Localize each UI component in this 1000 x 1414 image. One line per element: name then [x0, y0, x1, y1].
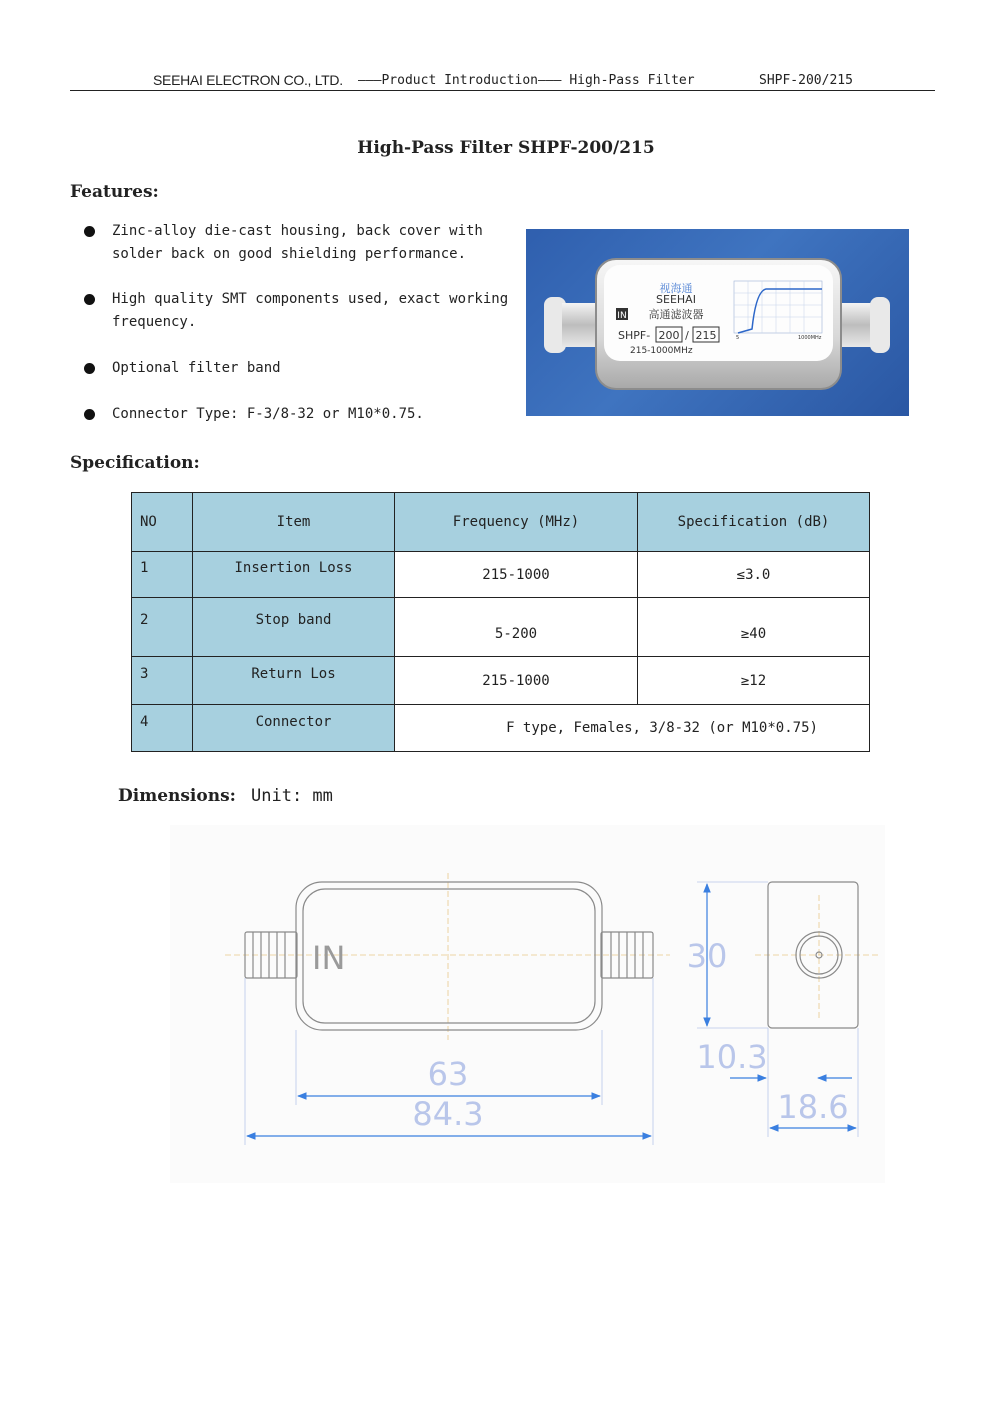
photo-model-a: 200: [658, 329, 680, 342]
cell-no: 2: [132, 598, 193, 657]
features-list: [82, 220, 512, 426]
feature-item: Zinc-alloy die-cast housing, back cover with solder back on good shielding performance.: [82, 220, 512, 266]
cell-item: Connector: [193, 705, 395, 752]
cell-item: Stop band: [193, 598, 395, 657]
cell-item: Insertion Loss: [193, 552, 395, 598]
feature-item: Connector Type: F-3/8-32 or M10*0.75.: [82, 403, 512, 426]
cell-frequency: 215-1000: [395, 552, 638, 598]
dimensions-heading: Dimensions:: [118, 786, 236, 806]
connector-thread-left: [562, 303, 600, 347]
photo-brand: SEEHAI: [656, 293, 696, 306]
col-header-frequency: Frequency (MHz): [395, 493, 638, 552]
table-row: [132, 657, 870, 705]
dimension-drawing-svg: [170, 825, 885, 1183]
photo-model-prefix: SHPF-: [618, 329, 651, 342]
feature-item: High quality SMT components used, exact working frequency.: [82, 288, 512, 334]
photo-in-label: IN: [617, 311, 627, 321]
cell-specification: ≤3.0: [638, 552, 870, 598]
bullet-icon: [84, 226, 95, 237]
col-header-specification: Specification (dB): [638, 493, 870, 552]
photo-model-sep: /: [685, 329, 689, 342]
dim-text-offset: 10.3: [696, 1038, 768, 1076]
header-company: SEEHAI ELECTRON CO., LTD.: [153, 72, 343, 88]
specification-table: [131, 492, 870, 752]
cell-frequency: 215-1000: [395, 657, 638, 705]
photo-model-b: 215: [695, 329, 717, 342]
bullet-icon: [84, 294, 95, 305]
table-header-row: [132, 493, 870, 552]
page-header: [70, 72, 935, 91]
dim-text-height: 30: [686, 937, 728, 975]
front-view: [245, 882, 653, 1030]
col-header-no: NO: [132, 493, 193, 552]
dim-text-total-length: 84.3: [412, 1095, 484, 1133]
dim-text-depth: 18.6: [777, 1088, 849, 1126]
dimension-drawing: [170, 825, 885, 1183]
product-photo: [526, 229, 909, 416]
header-model-code: SHPF-200/215: [759, 73, 853, 88]
cell-no: 3: [132, 657, 193, 705]
table-row: [132, 552, 870, 598]
bullet-icon: [84, 409, 95, 420]
cell-connector-spec: F type, Females, 3/8-32 (or M10*0.75): [395, 705, 870, 752]
dim-text-body-length: 63: [427, 1055, 469, 1093]
cell-no: 4: [132, 705, 193, 752]
cell-item: Return Los: [193, 657, 395, 705]
filter-photo-illustration: [526, 229, 909, 416]
connector-nut-right: [870, 297, 890, 353]
photo-brand-cn: 视海通: [659, 282, 693, 295]
cell-no: 1: [132, 552, 193, 598]
photo-range: 215-1000MHz: [630, 346, 693, 356]
table-row: [132, 705, 870, 752]
dimensions-unit: Unit: mm: [251, 786, 333, 806]
feature-item: Optional filter band: [82, 357, 512, 380]
cell-frequency: 5-200: [395, 598, 638, 657]
specification-heading: Specification:: [70, 453, 200, 473]
col-header-item: Item: [193, 493, 395, 552]
cell-specification: ≥12: [638, 657, 870, 705]
photo-graph-left: 5: [736, 335, 740, 341]
header-product-intro: ———Product Introduction——— High-Pass Filter: [358, 73, 695, 88]
page-title: High-Pass Filter SHPF-200/215: [357, 138, 655, 158]
table-row: [132, 598, 870, 657]
photo-graph-right: 1000MHz: [798, 335, 822, 341]
bullet-icon: [84, 363, 95, 374]
extension-lines: [245, 882, 858, 1145]
cell-specification: ≥40: [638, 598, 870, 657]
drawing-in-label: IN: [312, 939, 346, 977]
photo-type-cn: 高通滤波器: [648, 308, 704, 321]
features-heading: Features:: [70, 182, 159, 202]
